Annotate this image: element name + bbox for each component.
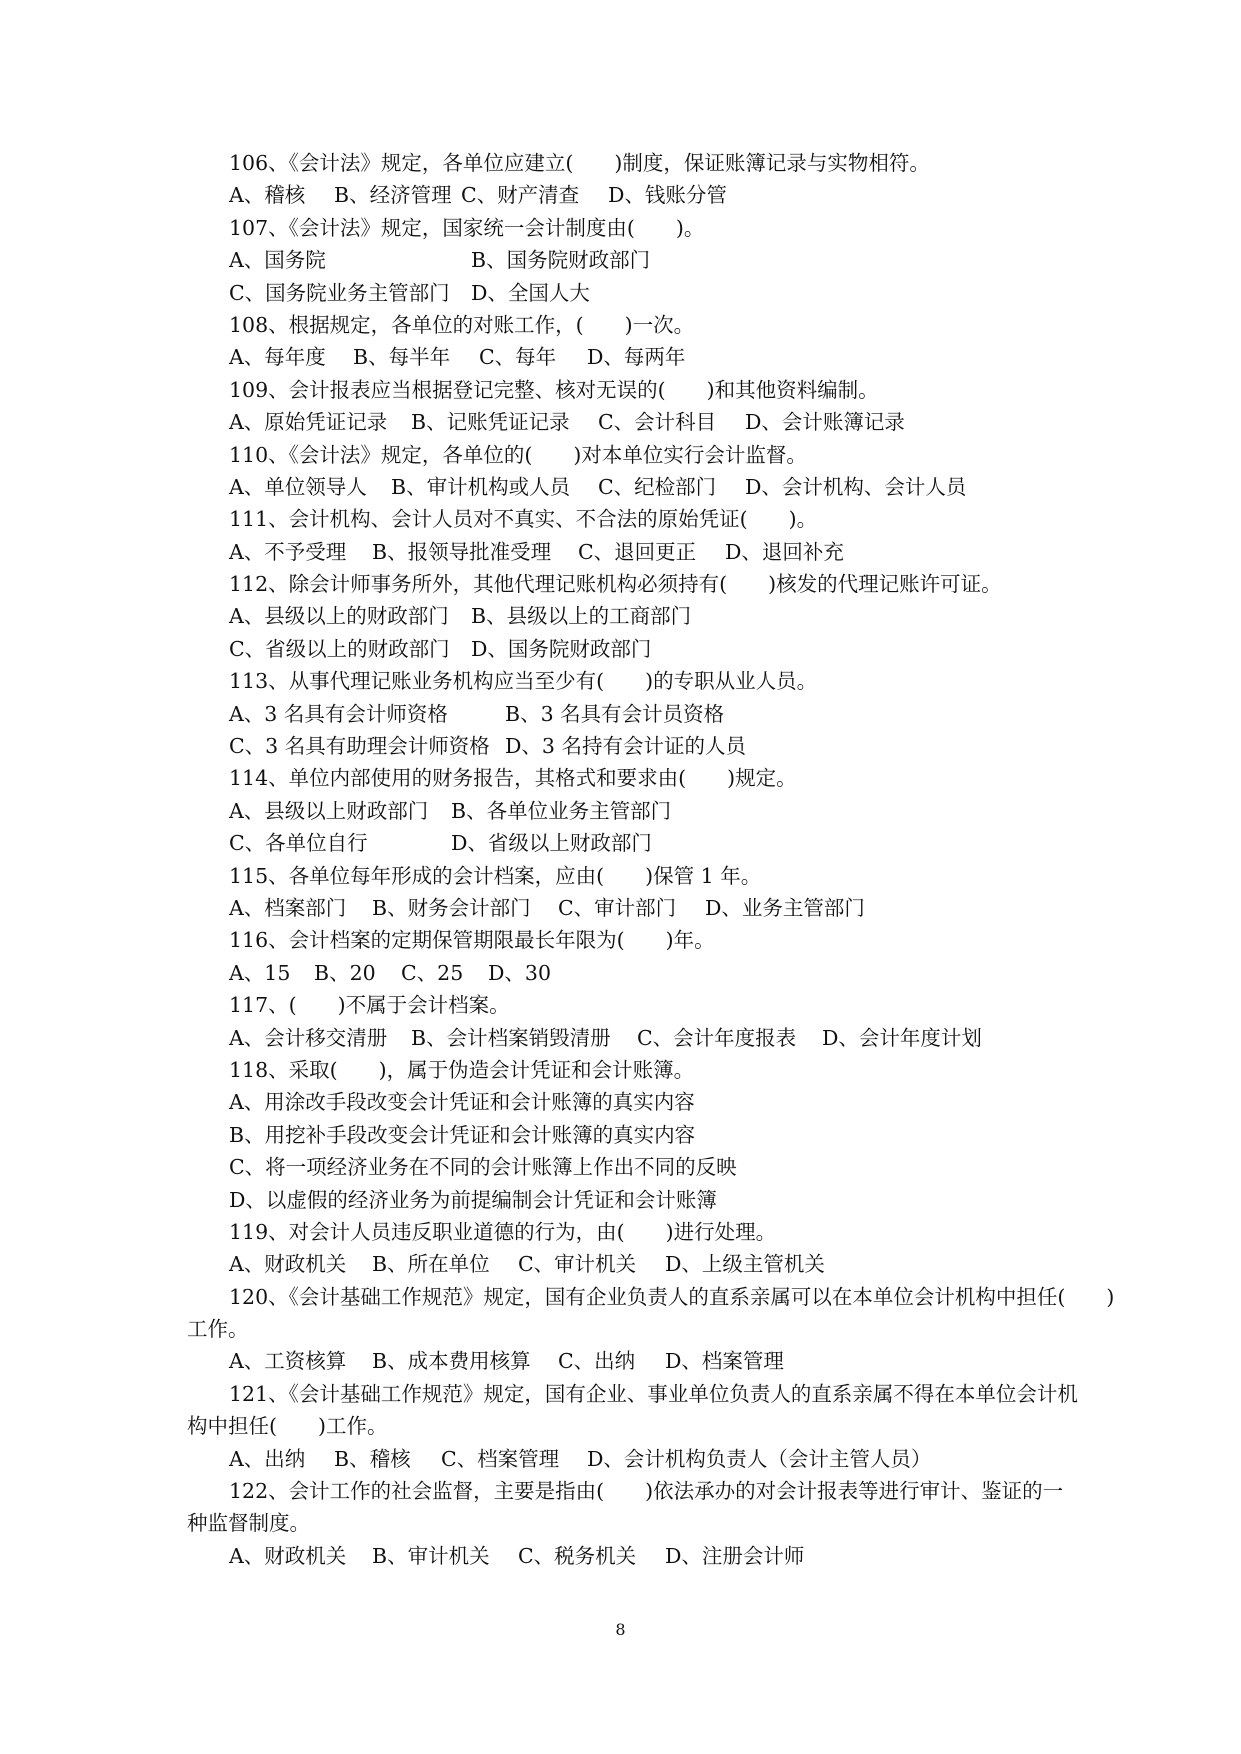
answer-option: B、报领导批准受理 (372, 539, 552, 564)
question-stem: 111、会计机构、会计人员对不真实、不合法的原始凭证( )。 (229, 507, 818, 532)
answer-option: B、各单位业务主管部门 (451, 798, 672, 823)
options-row (187, 1540, 1167, 1572)
answer-option: D、业务主管部门 (705, 895, 865, 920)
question-stem: 122、会计工作的社会监督，主要是指由( )依法承办的对会计报表等进行审计、鉴证的一 (229, 1479, 1064, 1504)
answer-option: A、财政机关 (229, 1543, 347, 1568)
options-row (187, 892, 1167, 924)
question-stem-continued: 工作。 (187, 1317, 249, 1342)
options-row (187, 277, 1167, 309)
answer-option: A、用涂改手段改变会计凭证和会计账簿的真实内容 (229, 1090, 695, 1115)
options-row (187, 1022, 1167, 1054)
question-list (187, 147, 1167, 1572)
answer-option: D、退回补充 (725, 539, 844, 564)
answer-option: C、将一项经济业务在不同的会计账簿上作出不同的反映 (229, 1155, 737, 1180)
answer-option: C、出纳 (558, 1349, 636, 1374)
answer-option: B、3 名具有会计员资格 (505, 701, 725, 726)
question-stem: 121、《会计基础工作规范》规定，国有企业、事业单位负责人的直系亲属不得在本单位会计机 (229, 1381, 1078, 1406)
answer-option: A、县级以上财政部门 (229, 798, 429, 823)
question-stem: 117、( )不属于会计档案。 (229, 993, 510, 1018)
options-row (187, 827, 1167, 859)
options-row (187, 1151, 1167, 1183)
options-row (187, 1248, 1167, 1280)
answer-option: D、会计机构、会计人员 (745, 474, 967, 499)
question-stem: 118、采取( )，属于伪造会计凭证和会计账簿。 (229, 1057, 695, 1082)
options-row (187, 1086, 1167, 1118)
answer-option: A、档案部门 (229, 895, 347, 920)
answer-option: C、各单位自行 (229, 831, 368, 856)
question-stem: 110、《会计法》规定，各单位的( )对本单位实行会计监督。 (229, 442, 807, 467)
answer-option: D、会计机构负责人（会计主管人员） (587, 1446, 932, 1471)
answer-option: B、所在单位 (372, 1252, 490, 1277)
question-stem: 116、会计档案的定期保管期限最长年限为( )年。 (229, 928, 715, 953)
answer-option: A、工资核算 (229, 1349, 347, 1374)
options-row (187, 1443, 1167, 1475)
answer-option: B、成本费用核算 (372, 1349, 531, 1374)
question-stem: 115、各单位每年形成的会计档案，应由( )保管 1 年。 (229, 863, 762, 888)
answer-option: A、县级以上的财政部门 (229, 604, 449, 629)
answer-option: C、会计年度报表 (637, 1025, 797, 1050)
answer-option: A、出纳 (229, 1446, 306, 1471)
options-row (187, 179, 1167, 211)
answer-option: B、国务院财政部门 (471, 248, 651, 273)
answer-option: B、财务会计部门 (372, 895, 531, 920)
options-row (187, 406, 1167, 438)
answer-option: C、会计科目 (598, 410, 717, 435)
question-stem: 106、《会计法》规定，各单位应建立( )制度，保证账簿记录与实物相符。 (229, 151, 930, 175)
answer-option: D、注册会计师 (665, 1543, 805, 1568)
options-row (187, 244, 1167, 276)
answer-option: B、审计机关 (372, 1543, 490, 1568)
options-row (187, 730, 1167, 762)
answer-option: A、财政机关 (229, 1252, 347, 1277)
answer-option: C、退回更正 (578, 539, 697, 564)
question-stem: 107、《会计法》规定，国家统一会计制度由( )。 (229, 215, 705, 240)
answer-option: D、会计年度计划 (822, 1025, 982, 1050)
options-row (187, 795, 1167, 827)
options-row (187, 536, 1167, 568)
answer-option: B、会计档案销毁清册 (411, 1025, 611, 1050)
question-stem: 109、会计报表应当根据登记完整、核对无误的( )和其他资料编制。 (229, 377, 879, 402)
answer-option: A、15 (229, 960, 291, 985)
answer-option: A、每年度 (229, 345, 326, 370)
answer-option: C、省级以上的财政部门 (229, 636, 450, 661)
question-stem: 108、根据规定，各单位的对账工作，( )一次。 (229, 312, 695, 337)
answer-option: B、用挖补手段改变会计凭证和会计账簿的真实内容 (229, 1122, 696, 1147)
options-row (187, 957, 1167, 989)
answer-option: A、单位领导人 (229, 474, 367, 499)
answer-option: D、3 名持有会计证的人员 (505, 734, 746, 759)
answer-option: A、不予受理 (229, 539, 347, 564)
options-row (187, 341, 1167, 373)
answer-option: C、审计部门 (558, 895, 677, 920)
answer-option: C、国务院业务主管部门 (229, 280, 450, 305)
answer-option: C、纪检部门 (598, 474, 717, 499)
answer-option: B、审计机构或人员 (391, 474, 571, 499)
answer-option: D、上级主管机关 (665, 1252, 825, 1277)
answer-option: A、3 名具有会计师资格 (229, 701, 448, 726)
options-row (187, 1119, 1167, 1151)
question-stem: 114、单位内部使用的财务报告，其格式和要求由( )规定。 (229, 766, 797, 791)
answer-option: D、省级以上财政部门 (451, 831, 652, 856)
answer-option: B、经济管理 (334, 183, 452, 208)
question-stem: 112、除会计师事务所外，其他代理记账机构必须持有( )核发的代理记账许可证。 (229, 572, 1002, 597)
answer-option: B、每半年 (353, 345, 451, 370)
answer-option: A、稽核 (229, 183, 306, 208)
options-row (187, 1184, 1167, 1216)
question-stem: 120、《会计基础工作规范》规定，国有企业负责人的直系亲属可以在本单位会计机构中担任( ) (229, 1284, 1115, 1309)
options-row (187, 1345, 1167, 1377)
question-stem-continued: 构中担任( )工作。 (187, 1414, 388, 1439)
options-row (187, 698, 1167, 730)
page-number: 8 (615, 1620, 626, 1639)
answer-option: D、档案管理 (665, 1349, 784, 1374)
answer-option: D、钱账分管 (608, 183, 727, 208)
answer-option: A、国务院 (229, 248, 326, 273)
answer-option: D、每两年 (587, 345, 686, 370)
answer-option: C、25 (401, 960, 464, 985)
question-stem: 113、从事代理记账业务机构应当至少有( )的专职从业人员。 (229, 669, 818, 694)
answer-option: B、20 (314, 960, 376, 985)
answer-option: C、财产清查 (461, 183, 580, 208)
answer-option: C、3 名具有助理会计师资格 (229, 734, 490, 759)
options-row (187, 633, 1167, 665)
answer-option: B、县级以上的工商部门 (471, 604, 692, 629)
answer-option: A、原始凭证记录 (229, 410, 388, 435)
answer-option: A、会计移交清册 (229, 1025, 388, 1050)
answer-option: C、每年 (479, 345, 557, 370)
answer-option: D、以虚假的经济业务为前提编制会计凭证和会计账簿 (229, 1187, 717, 1212)
answer-option: C、税务机关 (518, 1543, 637, 1568)
question-stem: 119、对会计人员违反职业道德的行为，由( )进行处理。 (229, 1219, 777, 1244)
question-stem-continued: 种监督制度。 (187, 1511, 310, 1536)
options-row (187, 600, 1167, 632)
answer-option: D、全国人大 (471, 280, 590, 305)
answer-option: C、档案管理 (441, 1446, 560, 1471)
options-row (187, 471, 1167, 503)
answer-option: D、30 (488, 960, 552, 985)
answer-option: D、会计账簿记录 (745, 410, 905, 435)
answer-option: C、审计机关 (518, 1252, 637, 1277)
answer-option: B、稽核 (334, 1446, 411, 1471)
answer-option: B、记账凭证记录 (411, 410, 570, 435)
answer-option: D、国务院财政部门 (471, 636, 652, 661)
